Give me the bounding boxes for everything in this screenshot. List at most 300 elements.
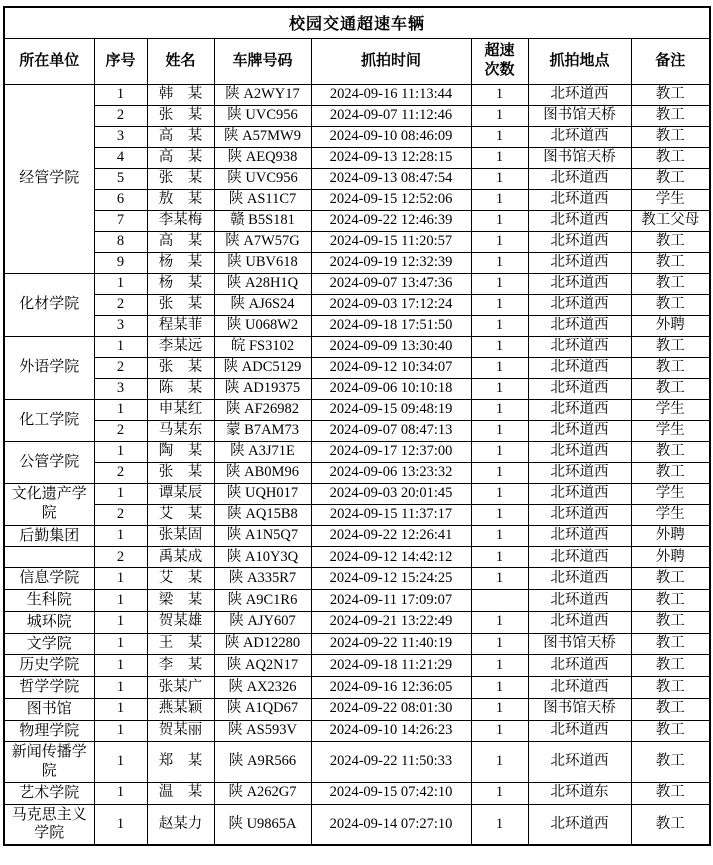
no-cell: 4 (94, 147, 147, 168)
count-cell: 1 (471, 315, 528, 336)
unit-cell: 文学院 (4, 633, 94, 655)
no-cell: 1 (94, 568, 147, 590)
count-cell: 1 (471, 189, 528, 210)
note-cell: 教工 (631, 677, 710, 699)
plate-cell: 陕 U9865A (214, 804, 311, 845)
plate-cell: 赣 B5S181 (214, 210, 311, 231)
plate-cell: 陕 AD19375 (214, 378, 311, 399)
time-cell: 2024-09-22 08:01:30 (311, 698, 471, 720)
location-cell: 北环道西 (528, 720, 631, 742)
time-cell: 2024-09-17 12:37:00 (311, 441, 471, 462)
no-cell: 9 (94, 252, 147, 273)
count-cell: 1 (471, 357, 528, 378)
name-cell: 禹某成 (147, 547, 214, 568)
unit-cell: 化工学院 (4, 399, 94, 441)
note-cell: 教工 (631, 357, 710, 378)
no-cell: 1 (94, 590, 147, 612)
plate-cell: 陕 A262G7 (214, 782, 311, 804)
column-header-count-line2: 次数 (484, 61, 515, 78)
plate-cell: 陕 UQH017 (214, 483, 311, 504)
name-cell: 程某菲 (147, 315, 214, 336)
table-row (4, 273, 710, 294)
name-cell: 陈 某 (147, 378, 214, 399)
note-cell: 学生 (631, 504, 710, 525)
time-cell: 2024-09-21 13:22:49 (311, 611, 471, 633)
table-row (4, 462, 710, 483)
plate-cell: 陕 AJY607 (214, 611, 311, 633)
plate-cell: 皖 FS3102 (214, 336, 311, 357)
plate-cell: 陕 A7W57G (214, 231, 311, 252)
no-cell: 2 (94, 547, 147, 568)
table-row (4, 677, 710, 699)
plate-cell: 陕 UBV618 (214, 252, 311, 273)
location-cell: 北环道西 (528, 590, 631, 612)
location-cell: 北环道西 (528, 399, 631, 420)
count-cell: 1 (471, 483, 528, 504)
location-cell: 图书馆天桥 (528, 105, 631, 126)
location-cell: 北环道西 (528, 84, 631, 105)
name-cell: 郑 某 (147, 742, 214, 783)
table-row (4, 420, 710, 441)
unit-cell: 信息学院 (4, 568, 94, 590)
location-cell: 北环道西 (528, 231, 631, 252)
plate-cell: 陕 A1N5Q7 (214, 525, 311, 547)
time-cell: 2024-09-14 07:27:10 (311, 804, 471, 845)
plate-cell: 陕 A10Y3Q (214, 547, 311, 568)
plate-cell: 陕 AD12280 (214, 633, 311, 655)
unit-cell: 历史学院 (4, 655, 94, 677)
count-cell: 1 (471, 399, 528, 420)
plate-cell: 陕 A335R7 (214, 568, 311, 590)
location-cell: 北环道西 (528, 483, 631, 504)
name-cell: 艾 某 (147, 504, 214, 525)
table-row (4, 189, 710, 210)
name-cell: 韩 某 (147, 84, 214, 105)
plate-cell: 陕 AEQ938 (214, 147, 311, 168)
location-cell: 北环道西 (528, 568, 631, 590)
location-cell: 北环道西 (528, 742, 631, 783)
note-cell: 学生 (631, 189, 710, 210)
time-cell: 2024-09-06 10:10:18 (311, 378, 471, 399)
page-title: 校园交通超速车辆 (4, 7, 710, 38)
time-cell: 2024-09-15 11:37:17 (311, 504, 471, 525)
note-cell: 教工 (631, 782, 710, 804)
title-row (4, 7, 710, 38)
name-cell: 温 某 (147, 782, 214, 804)
table-row (4, 698, 710, 720)
unit-cell: 艺术学院 (4, 782, 94, 804)
name-cell: 贺某丽 (147, 720, 214, 742)
count-cell: 1 (471, 504, 528, 525)
note-cell: 教工 (631, 126, 710, 147)
note-cell: 教工 (631, 84, 710, 105)
no-cell: 1 (94, 273, 147, 294)
count-cell: 1 (471, 611, 528, 633)
count-cell: 1 (471, 168, 528, 189)
note-cell: 教工 (631, 804, 710, 845)
column-header-location: 抓拍地点 (528, 38, 631, 84)
table-row (4, 231, 710, 252)
table-row (4, 720, 710, 742)
table-row (4, 210, 710, 231)
plate-cell: 陕 UVC956 (214, 105, 311, 126)
location-cell: 北环道西 (528, 126, 631, 147)
name-cell: 高 某 (147, 147, 214, 168)
location-cell: 北环道西 (528, 294, 631, 315)
no-cell: 2 (94, 294, 147, 315)
vehicle-table-body (4, 84, 710, 845)
table-row (4, 294, 710, 315)
time-cell: 2024-09-22 12:26:41 (311, 525, 471, 547)
name-cell: 李 某 (147, 655, 214, 677)
note-cell: 教工 (631, 336, 710, 357)
no-cell: 1 (94, 782, 147, 804)
note-cell: 教工 (631, 698, 710, 720)
name-cell: 贺某雄 (147, 611, 214, 633)
name-cell: 张 某 (147, 462, 214, 483)
plate-cell: 陕 AX2326 (214, 677, 311, 699)
table-row (4, 504, 710, 525)
no-cell: 1 (94, 677, 147, 699)
no-cell: 2 (94, 462, 147, 483)
name-cell: 张 某 (147, 168, 214, 189)
unit-cell: 文化遗产学院 (4, 483, 94, 525)
plate-cell: 陕 AQ15B8 (214, 504, 311, 525)
table-row (4, 252, 710, 273)
column-header-time: 抓拍时间 (311, 38, 471, 84)
plate-cell: 陕 AS593V (214, 720, 311, 742)
time-cell: 2024-09-15 11:20:57 (311, 231, 471, 252)
note-cell: 教工 (631, 720, 710, 742)
table-row (4, 399, 710, 420)
note-cell: 学生 (631, 420, 710, 441)
time-cell: 2024-09-18 11:21:29 (311, 655, 471, 677)
name-cell: 陶 某 (147, 441, 214, 462)
time-cell: 2024-09-19 12:32:39 (311, 252, 471, 273)
plate-cell: 陕 A9C1R6 (214, 590, 311, 612)
name-cell: 王 某 (147, 633, 214, 655)
unit-cell: 经管学院 (4, 84, 94, 273)
unit-cell: 马克思主义学院 (4, 804, 94, 845)
count-cell: 1 (471, 252, 528, 273)
location-cell: 北环道西 (528, 525, 631, 547)
column-header-note: 备注 (631, 38, 710, 84)
time-cell: 2024-09-07 08:47:13 (311, 420, 471, 441)
time-cell: 2024-09-03 20:01:45 (311, 483, 471, 504)
count-cell: 1 (471, 525, 528, 547)
name-cell: 李某梅 (147, 210, 214, 231)
plate-cell: 陕 A3J71E (214, 441, 311, 462)
plate-cell: 陕 AS11C7 (214, 189, 311, 210)
name-cell: 张 某 (147, 105, 214, 126)
time-cell: 2024-09-22 12:46:39 (311, 210, 471, 231)
note-cell: 教工 (631, 252, 710, 273)
name-cell: 张 某 (147, 357, 214, 378)
table-row (4, 357, 710, 378)
table-row (4, 168, 710, 189)
plate-cell: 陕 UVC956 (214, 168, 311, 189)
time-cell: 2024-09-15 12:52:06 (311, 189, 471, 210)
name-cell: 杨 某 (147, 273, 214, 294)
unit-cell: 后勤集团 (4, 525, 94, 547)
note-cell: 教工 (631, 462, 710, 483)
unit-cell (4, 547, 94, 568)
count-cell: 1 (471, 126, 528, 147)
plate-cell: 陕 A2WY17 (214, 84, 311, 105)
count-cell: 1 (471, 677, 528, 699)
time-cell: 2024-09-16 11:13:44 (311, 84, 471, 105)
location-cell: 图书馆天桥 (528, 698, 631, 720)
note-cell: 教工父母 (631, 210, 710, 231)
count-cell: 1 (471, 105, 528, 126)
table-row (4, 655, 710, 677)
count-cell: 1 (471, 441, 528, 462)
count-cell (471, 590, 528, 612)
plate-cell: 陕 AF26982 (214, 399, 311, 420)
plate-cell: 陕 A9R566 (214, 742, 311, 783)
time-cell: 2024-09-13 08:47:54 (311, 168, 471, 189)
location-cell: 北环道西 (528, 677, 631, 699)
note-cell: 教工 (631, 231, 710, 252)
name-cell: 燕某颖 (147, 698, 214, 720)
name-cell: 赵某力 (147, 804, 214, 845)
table-row (4, 568, 710, 590)
name-cell: 张某固 (147, 525, 214, 547)
count-cell: 1 (471, 462, 528, 483)
table-row (4, 590, 710, 612)
count-cell: 1 (471, 231, 528, 252)
no-cell: 1 (94, 655, 147, 677)
location-cell: 北环道西 (528, 252, 631, 273)
time-cell: 2024-09-15 07:42:10 (311, 782, 471, 804)
note-cell: 教工 (631, 378, 710, 399)
time-cell: 2024-09-10 08:46:09 (311, 126, 471, 147)
column-header-count-line1: 超速 (484, 42, 515, 60)
name-cell: 高 某 (147, 126, 214, 147)
time-cell: 2024-09-22 11:50:33 (311, 742, 471, 783)
count-cell: 1 (471, 804, 528, 845)
table-row (4, 547, 710, 568)
name-cell: 敖 某 (147, 189, 214, 210)
count-cell: 1 (471, 84, 528, 105)
no-cell: 1 (94, 742, 147, 783)
no-cell: 1 (94, 720, 147, 742)
location-cell: 北环道西 (528, 315, 631, 336)
count-cell: 1 (471, 698, 528, 720)
no-cell: 2 (94, 420, 147, 441)
column-header-name: 姓名 (147, 38, 214, 84)
note-cell: 教工 (631, 655, 710, 677)
no-cell: 2 (94, 357, 147, 378)
no-cell: 3 (94, 126, 147, 147)
note-cell: 学生 (631, 483, 710, 504)
time-cell: 2024-09-11 17:09:07 (311, 590, 471, 612)
column-header-unit: 所在单位 (4, 38, 94, 84)
location-cell: 北环道西 (528, 462, 631, 483)
location-cell: 图书馆天桥 (528, 633, 631, 655)
location-cell: 图书馆天桥 (528, 147, 631, 168)
table-row (4, 336, 710, 357)
location-cell: 北环道西 (528, 441, 631, 462)
location-cell: 北环道西 (528, 378, 631, 399)
name-cell: 马某东 (147, 420, 214, 441)
table-row (4, 782, 710, 804)
time-cell: 2024-09-10 14:26:23 (311, 720, 471, 742)
note-cell: 教工 (631, 611, 710, 633)
name-cell: 张某广 (147, 677, 214, 699)
no-cell: 1 (94, 804, 147, 845)
location-cell: 北环道东 (528, 782, 631, 804)
count-cell: 1 (471, 273, 528, 294)
time-cell: 2024-09-15 09:48:19 (311, 399, 471, 420)
location-cell: 北环道西 (528, 168, 631, 189)
time-cell: 2024-09-12 14:42:12 (311, 547, 471, 568)
table-row (4, 742, 710, 783)
location-cell: 北环道西 (528, 547, 631, 568)
table-row (4, 633, 710, 655)
time-cell: 2024-09-07 11:12:46 (311, 105, 471, 126)
table-row (4, 483, 710, 504)
no-cell: 1 (94, 633, 147, 655)
location-cell: 北环道西 (528, 336, 631, 357)
time-cell: 2024-09-07 13:47:36 (311, 273, 471, 294)
note-cell: 教工 (631, 147, 710, 168)
unit-cell: 图书馆 (4, 698, 94, 720)
header-row (4, 38, 710, 84)
name-cell: 梁 某 (147, 590, 214, 612)
time-cell: 2024-09-06 13:23:32 (311, 462, 471, 483)
table-row (4, 105, 710, 126)
count-cell: 1 (471, 420, 528, 441)
no-cell: 7 (94, 210, 147, 231)
note-cell: 教工 (631, 273, 710, 294)
name-cell: 艾 某 (147, 568, 214, 590)
count-cell: 1 (471, 720, 528, 742)
location-cell: 北环道西 (528, 504, 631, 525)
count-cell: 1 (471, 336, 528, 357)
table-row (4, 147, 710, 168)
location-cell: 北环道西 (528, 189, 631, 210)
no-cell: 1 (94, 441, 147, 462)
time-cell: 2024-09-18 17:51:50 (311, 315, 471, 336)
no-cell: 1 (94, 84, 147, 105)
note-cell: 外聘 (631, 547, 710, 568)
no-cell: 1 (94, 399, 147, 420)
name-cell: 张 某 (147, 294, 214, 315)
note-cell: 教工 (631, 441, 710, 462)
table-row (4, 126, 710, 147)
count-cell: 1 (471, 782, 528, 804)
note-cell: 学生 (631, 399, 710, 420)
name-cell: 申某红 (147, 399, 214, 420)
column-header-plate: 车牌号码 (214, 38, 311, 84)
no-cell: 1 (94, 611, 147, 633)
plate-cell: 陕 U068W2 (214, 315, 311, 336)
note-cell: 教工 (631, 590, 710, 612)
unit-cell: 化材学院 (4, 273, 94, 336)
name-cell: 杨 某 (147, 252, 214, 273)
time-cell: 2024-09-12 10:34:07 (311, 357, 471, 378)
speeding-vehicles-table (3, 6, 711, 846)
table-row (4, 525, 710, 547)
location-cell: 北环道西 (528, 611, 631, 633)
count-cell: 1 (471, 294, 528, 315)
count-cell: 1 (471, 547, 528, 568)
plate-cell: 陕 A1QD67 (214, 698, 311, 720)
location-cell: 北环道西 (528, 804, 631, 845)
no-cell: 5 (94, 168, 147, 189)
table-row (4, 441, 710, 462)
table-row (4, 84, 710, 105)
no-cell: 3 (94, 315, 147, 336)
note-cell: 教工 (631, 168, 710, 189)
no-cell: 1 (94, 698, 147, 720)
no-cell: 2 (94, 504, 147, 525)
count-cell: 1 (471, 568, 528, 590)
plate-cell: 陕 AB0M96 (214, 462, 311, 483)
count-cell: 1 (471, 742, 528, 783)
plate-cell: 蒙 B7AM73 (214, 420, 311, 441)
plate-cell: 陕 A57MW9 (214, 126, 311, 147)
no-cell: 6 (94, 189, 147, 210)
plate-cell: 陕 AQ2N17 (214, 655, 311, 677)
plate-cell: 陕 ADC5129 (214, 357, 311, 378)
name-cell: 高 某 (147, 231, 214, 252)
column-header-no: 序号 (94, 38, 147, 84)
table-row (4, 315, 710, 336)
location-cell: 北环道西 (528, 655, 631, 677)
time-cell: 2024-09-16 12:36:05 (311, 677, 471, 699)
location-cell: 北环道西 (528, 420, 631, 441)
no-cell: 3 (94, 378, 147, 399)
note-cell: 教工 (631, 294, 710, 315)
unit-cell: 物理学院 (4, 720, 94, 742)
time-cell: 2024-09-12 15:24:25 (311, 568, 471, 590)
unit-cell: 新闻传播学院 (4, 742, 94, 783)
name-cell: 谭某辰 (147, 483, 214, 504)
location-cell: 北环道西 (528, 210, 631, 231)
unit-cell: 城环院 (4, 611, 94, 633)
count-cell: 1 (471, 378, 528, 399)
no-cell: 1 (94, 336, 147, 357)
location-cell: 北环道西 (528, 273, 631, 294)
note-cell: 教工 (631, 633, 710, 655)
unit-cell: 外语学院 (4, 336, 94, 399)
column-header-count (471, 38, 528, 84)
time-cell: 2024-09-03 17:12:24 (311, 294, 471, 315)
time-cell: 2024-09-13 12:28:15 (311, 147, 471, 168)
unit-cell: 哲学学院 (4, 677, 94, 699)
count-cell: 1 (471, 147, 528, 168)
note-cell: 外聘 (631, 315, 710, 336)
time-cell: 2024-09-22 11:40:19 (311, 633, 471, 655)
unit-cell: 生科院 (4, 590, 94, 612)
no-cell: 1 (94, 525, 147, 547)
count-cell: 1 (471, 633, 528, 655)
count-cell: 1 (471, 655, 528, 677)
plate-cell: 陕 A28H1Q (214, 273, 311, 294)
unit-cell: 公管学院 (4, 441, 94, 483)
location-cell: 北环道西 (528, 357, 631, 378)
table-row (4, 611, 710, 633)
no-cell: 1 (94, 483, 147, 504)
count-cell: 1 (471, 210, 528, 231)
note-cell: 外聘 (631, 525, 710, 547)
note-cell: 教工 (631, 105, 710, 126)
time-cell: 2024-09-09 13:30:40 (311, 336, 471, 357)
note-cell: 教工 (631, 568, 710, 590)
no-cell: 2 (94, 105, 147, 126)
